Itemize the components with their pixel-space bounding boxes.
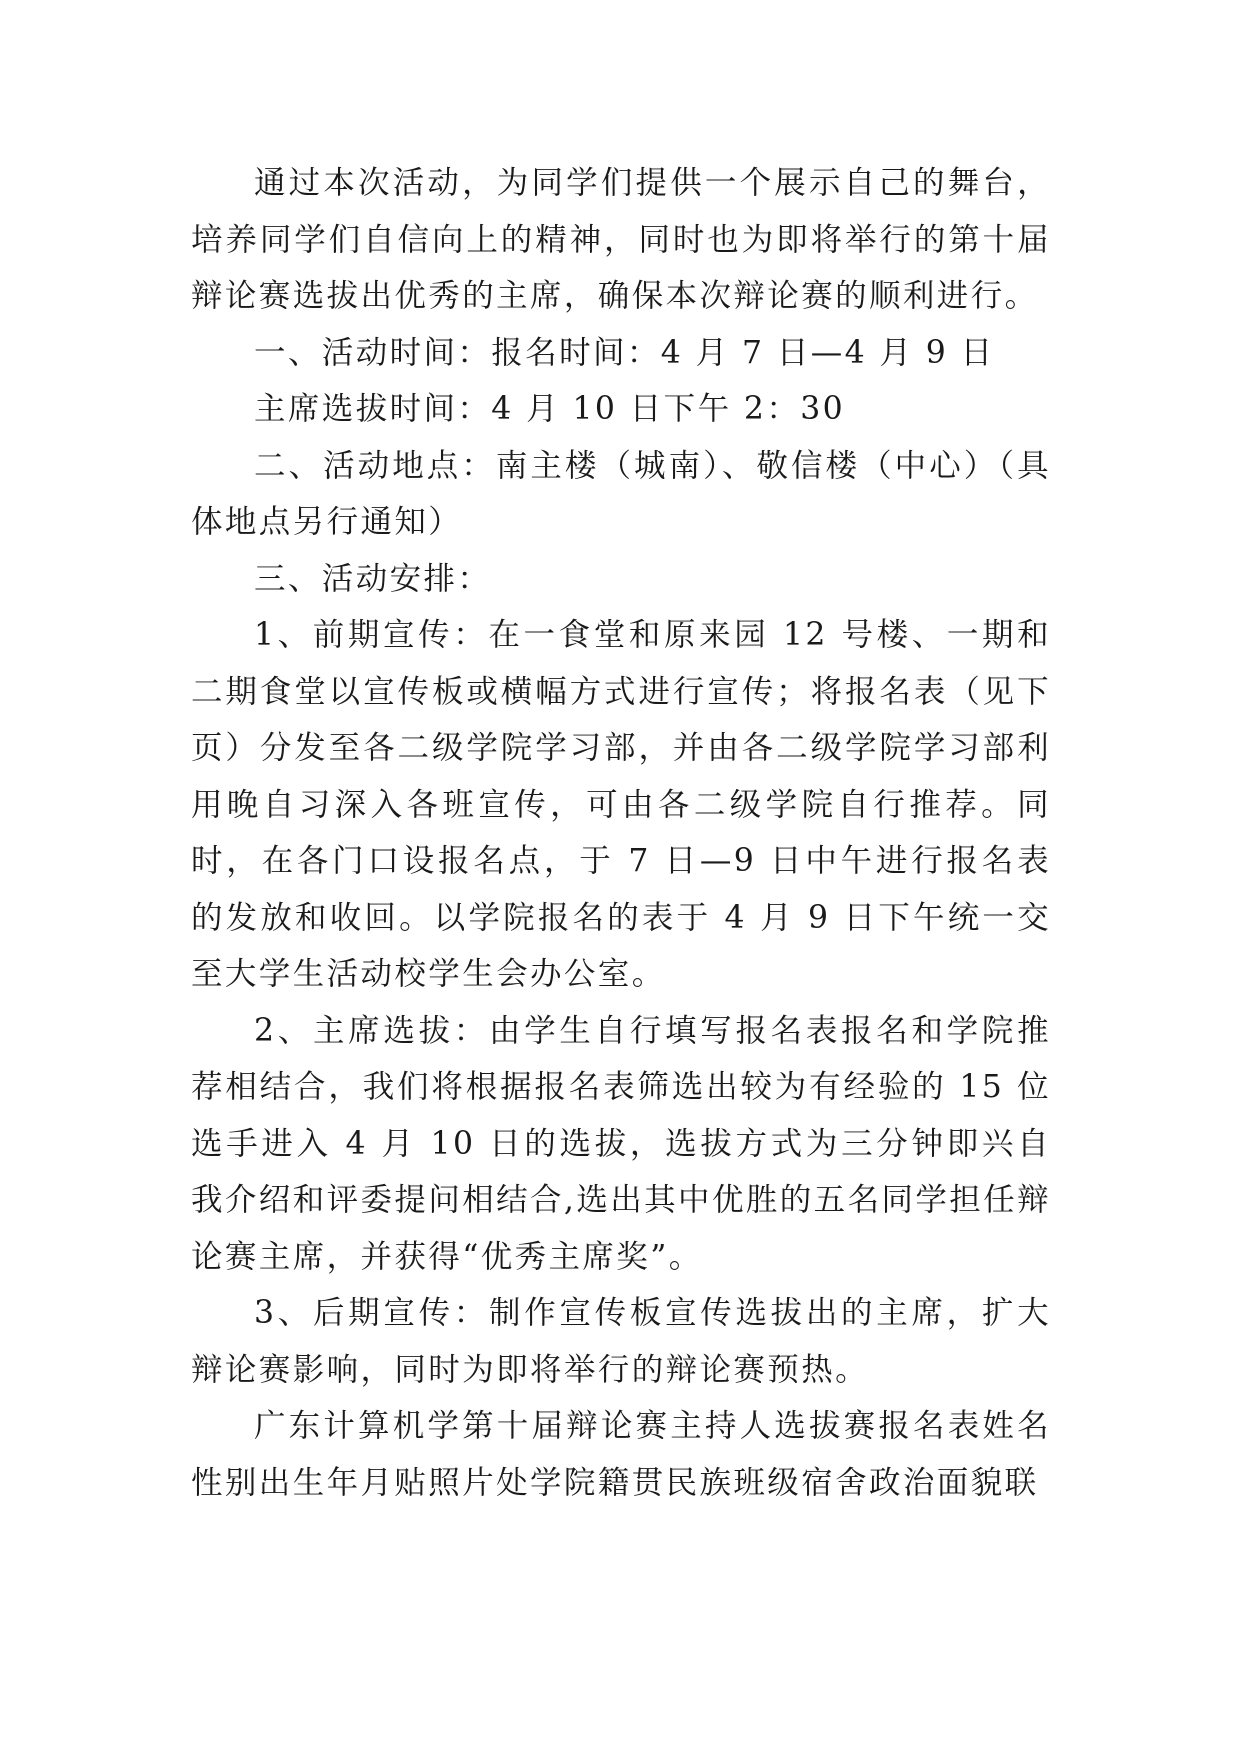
paragraph-registration-form: 广东计算机学第十届辩论赛主持人选拔赛报名表姓名性别出生年月贴照片处学院籍贯民族班级宿舍政治面貌联 [191,1408,1051,1501]
paragraph-late-promotion: 3、后期宣传：制作宣传板宣传选拔出的主席，扩大辩论赛影响，同时为即将举行的辩论赛预热。 [191,1295,1051,1388]
paragraph-intro: 通过本次活动，为同学们提供一个展示自己的舞台，培养同学们自信向上的精神，同时也为即将举行的第十届辩论赛选拔出优秀的主席，确保本次辩论赛的顺利进行。 [191,165,1051,314]
document-body [191,155,1051,1511]
paragraph-arrangement-heading: 三、活动安排： [254,560,492,597]
paragraph-activity-location: 二、活动地点：南主楼（城南）、敬信楼（中心）（具体地点另行通知） [191,447,1051,540]
paragraph-chair-selection: 2、主席选拔：由学生自行填写报名表报名和学院推荐相结合，我们将根据报名表筛选出较为有经验的 15 位选手进入 4 月 10 日的选拔，选拔方式为三分钟即兴自我介绍和评委提问相结合,选出其中优胜的五名同学担任辩论赛主席，并获得“优秀主席奖”。 [191,1012,1051,1275]
paragraph-activity-time: 一、活动时间：报名时间：4 月 7 日—4 月 9 日 [254,334,995,371]
paragraph-selection-time: 主席选拔时间：4 月 10 日下午 2：30 [254,391,846,427]
paragraph-early-promotion: 1、前期宣传：在一食堂和原来园 12 号楼、一期和二期食堂以宣传板或横幅方式进行宣传；将报名表（见下页）分发至各二级学院学习部，并由各二级学院学习部利用晚自习深入各班宣传，可由各二级学院自行推荐。同时，在各门口设报名点，于 7 日—9 日中午进行报名表的发放和收回。以学院报名的表于 4 月 9 日下午统一交至大学生活动校学生会办公室。 [191,617,1051,992]
